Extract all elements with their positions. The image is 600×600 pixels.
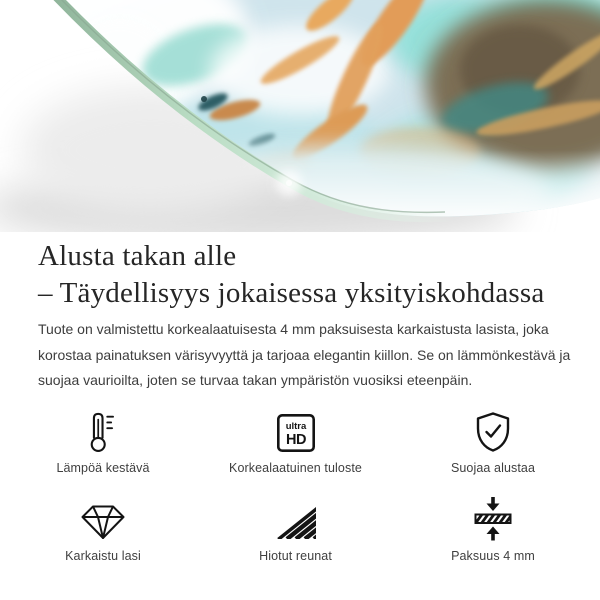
feature-tempered-glass	[8, 495, 198, 563]
feature-label: Paksuus 4 mm	[451, 548, 535, 563]
feature-label: Suojaa alustaa	[450, 460, 536, 475]
feature-label: Karkaistu lasi	[65, 548, 141, 563]
hero-image	[0, 0, 600, 232]
feature-protects-base	[393, 407, 593, 475]
intro-paragraph: Tuote on valmistettu korkealaatuisesta 4 mm paksuisesta karkaistusta lasista, joka korostaa painatuksen värisyvyyttä ja tarjoaa elegantin kiillon. Se on lämmönkestävä ja suojaa vaurioilta, joten se turvaa takan ympäristön vuosiksi eteenpäin.	[38, 321, 571, 388]
glass-plate-illustration	[0, 0, 600, 232]
feature-label: Hiotut reunat	[259, 548, 332, 563]
diamond-icon	[80, 495, 126, 541]
feature-heat-resistant	[8, 407, 198, 475]
feature-label: Lämpöä kestävä	[56, 460, 150, 475]
feature-grid	[8, 407, 593, 563]
feature-polished-edges	[198, 495, 393, 563]
ultra-hd-icon	[276, 407, 316, 453]
feature-thickness	[393, 495, 593, 563]
feature-label: Korkealaatuinen tuloste	[229, 460, 362, 475]
compressed-thickness-icon	[473, 495, 513, 541]
shield-check-icon	[474, 407, 512, 453]
page-title	[38, 238, 562, 312]
page-title-line1: Alusta takan alle	[38, 240, 237, 272]
page-title-line2: – Täydellisyys jokaisessa yksityiskohdassa	[38, 277, 545, 309]
ultra-hd-badge-top: ultra	[285, 420, 306, 432]
beveled-edge-icon	[275, 495, 317, 541]
ultra-hd-badge-bottom: HD	[285, 431, 306, 448]
feature-ultra-hd-print	[198, 407, 393, 475]
thermometer-icon	[85, 407, 121, 453]
